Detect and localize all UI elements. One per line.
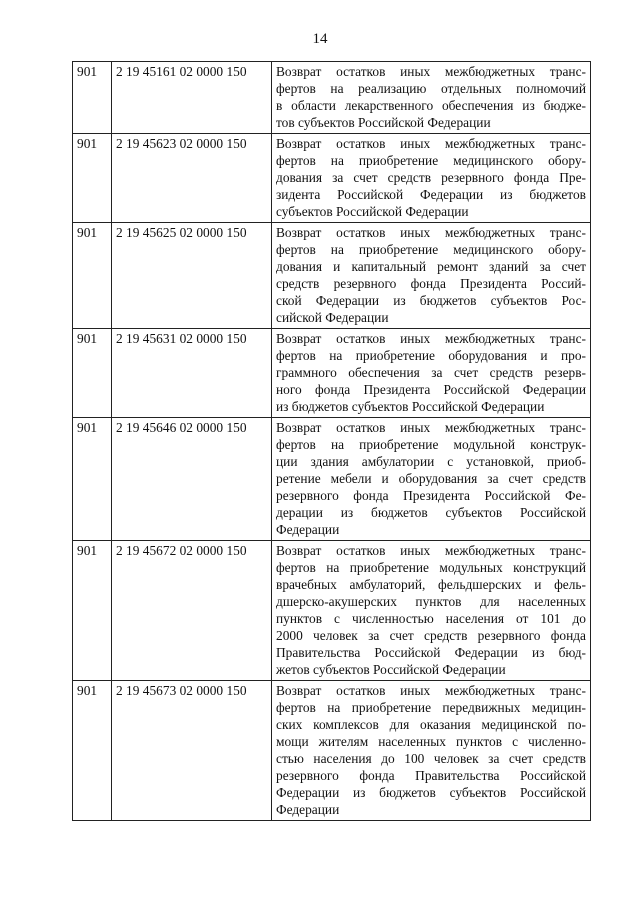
admin-code-cell: 901 bbox=[73, 541, 112, 681]
description-line: Федерации из бюджетов субъектов Российской bbox=[276, 785, 586, 800]
description-line: Возврат остатков иных межбюджетных транс- bbox=[276, 543, 586, 558]
description-line: врачебных амбулаторий, фельдшерских и фель- bbox=[276, 577, 586, 592]
table-row bbox=[73, 62, 591, 134]
table-body bbox=[73, 62, 591, 821]
description-line: субъектов Российской Федерации bbox=[276, 204, 469, 219]
description-line: из бюджетов субъектов Российской Федерации bbox=[276, 399, 545, 414]
description-line: Федерации bbox=[276, 522, 340, 537]
description-line: граммного обеспечения за счет средств резерв- bbox=[276, 365, 586, 380]
table-row bbox=[73, 681, 591, 821]
description-line: в области лекарственного обеспечения из бюдже- bbox=[276, 98, 586, 113]
description-line: средств резервного фонда Президента Россий- bbox=[276, 276, 586, 291]
description-cell bbox=[272, 681, 591, 821]
budget-classification-code-cell: 2 19 45631 02 0000 150 bbox=[112, 329, 272, 418]
description-line: Возврат остатков иных межбюджетных транс- bbox=[276, 225, 586, 240]
description-line: Возврат остатков иных межбюджетных транс- bbox=[276, 683, 586, 698]
admin-code-cell: 901 bbox=[73, 681, 112, 821]
admin-code-cell: 901 bbox=[73, 223, 112, 329]
table-row bbox=[73, 418, 591, 541]
admin-code-cell: 901 bbox=[73, 134, 112, 223]
description-line: фертов на приобретение передвижных медицин- bbox=[276, 700, 586, 715]
description-line: дерации из бюджетов субъектов Российской bbox=[276, 505, 586, 520]
budget-classification-code-cell: 2 19 45161 02 0000 150 bbox=[112, 62, 272, 134]
description-line: Возврат остатков иных межбюджетных транс- bbox=[276, 136, 586, 151]
budget-classification-code-cell: 2 19 45625 02 0000 150 bbox=[112, 223, 272, 329]
description-line: тов субъектов Российской Федерации bbox=[276, 115, 491, 130]
page-number: 14 bbox=[312, 31, 328, 47]
description-line: Возврат остатков иных межбюджетных транс- bbox=[276, 420, 586, 435]
description-line: сийской Федерации bbox=[276, 310, 389, 325]
admin-code-cell: 901 bbox=[73, 329, 112, 418]
budget-classification-code-cell: 2 19 45672 02 0000 150 bbox=[112, 541, 272, 681]
description-line: ской Федерации из бюджетов субъектов Рос- bbox=[276, 293, 586, 308]
description-line: фертов на приобретение модульной конструк- bbox=[276, 437, 586, 452]
description-cell bbox=[272, 62, 591, 134]
description-line: дования и капитальный ремонт зданий за счет bbox=[276, 259, 586, 274]
description-line: 2000 человек за счет средств резервного фонда bbox=[276, 628, 586, 643]
description-line: стью населения до 100 человек за счет средств bbox=[276, 751, 586, 766]
description-line: дшерско-акушерских пунктов для населенных bbox=[276, 594, 586, 609]
table-row bbox=[73, 329, 591, 418]
description-line: Возврат остатков иных межбюджетных транс- bbox=[276, 331, 586, 346]
admin-code-cell: 901 bbox=[73, 418, 112, 541]
table-row bbox=[73, 541, 591, 681]
budget-classification-code-cell: 2 19 45646 02 0000 150 bbox=[112, 418, 272, 541]
description-line: Правительства Российской Федерации из бюд- bbox=[276, 645, 586, 660]
description-line: ции здания амбулатории с установкой, приоб- bbox=[276, 454, 586, 469]
description-line: фертов на приобретение модульных конструкций bbox=[276, 560, 586, 575]
budget-code-table bbox=[72, 61, 591, 821]
budget-classification-code-cell: 2 19 45623 02 0000 150 bbox=[112, 134, 272, 223]
description-line: зидента Российской Федерации из бюджетов bbox=[276, 187, 586, 202]
description-line: мощи жителям населенных пунктов с численно- bbox=[276, 734, 586, 749]
description-line: резервного фонда Правительства Российской bbox=[276, 768, 586, 783]
description-line: фертов на приобретение оборудования и про- bbox=[276, 348, 586, 363]
description-line: резервного фонда Президента Российской Фе- bbox=[276, 488, 586, 503]
description-line: дования за счет средств резервного фонда Пре- bbox=[276, 170, 586, 185]
description-cell bbox=[272, 223, 591, 329]
table-row bbox=[73, 134, 591, 223]
admin-code-cell: 901 bbox=[73, 62, 112, 134]
description-line: ного фонда Президента Российской Федерации bbox=[276, 382, 586, 397]
description-line: ских комплексов для оказания медицинской по- bbox=[276, 717, 586, 732]
description-line: ретение мебели и оборудования за счет средств bbox=[276, 471, 586, 486]
description-cell bbox=[272, 134, 591, 223]
description-line: Федерации bbox=[276, 802, 340, 817]
description-cell bbox=[272, 418, 591, 541]
table-row bbox=[73, 223, 591, 329]
description-line: фертов на приобретение медицинского обору- bbox=[276, 153, 586, 168]
budget-classification-code-cell: 2 19 45673 02 0000 150 bbox=[112, 681, 272, 821]
description-line: фертов на приобретение медицинского обору- bbox=[276, 242, 586, 257]
description-line: Возврат остатков иных межбюджетных транс- bbox=[276, 64, 586, 79]
description-line: жетов субъектов Российской Федерации bbox=[276, 662, 506, 677]
description-line: пунктов с численностью населения от 101 до bbox=[276, 611, 586, 626]
description-cell bbox=[272, 541, 591, 681]
description-line: фертов на реализацию отдельных полномочий bbox=[276, 81, 586, 96]
description-cell bbox=[272, 329, 591, 418]
